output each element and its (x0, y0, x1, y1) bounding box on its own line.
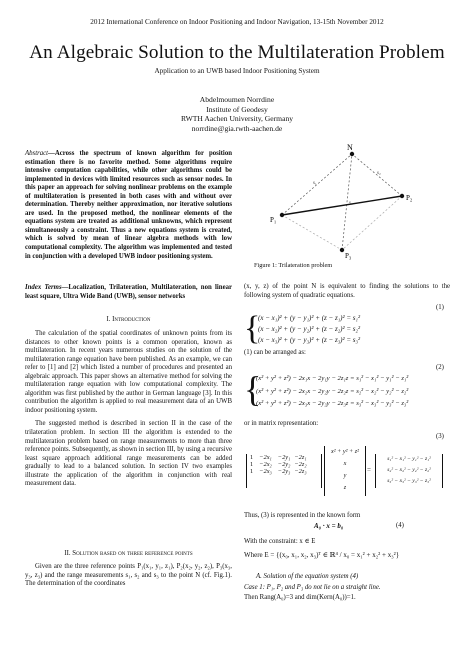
author-email[interactable]: norrdine@gia.rwth-aachen.de (191, 123, 283, 133)
intro-paragraph-1: The calculation of the spatial coordinates of unknown points from its distances to other known points is a common operation, known as multilateration. In recent years numerous studies on the solution of the multilateration range equation have been published. As an example, we can refer to [1] and [2] which listed a number of procedures and presented an algebraic approach. This paper shows an alternative method for solving the multilateration range equation with low computational complexity. The algorithm was first published by the author in German language [3]. In this contribution the algorithm is applied to real measurement data of an UWB indoor positioning system. (25, 330, 232, 414)
label-s1: s₁ (313, 181, 317, 186)
label-p1: P₁ (270, 216, 277, 224)
matrix-a-cell: −2z₂ (294, 461, 307, 468)
vector-b-cell: s₃² − x₃² − y₃² − z₃² (387, 478, 431, 484)
author-affiliation-institute: Institute of Geodesy (206, 104, 268, 114)
eq2-brace: { (244, 369, 262, 409)
matrix-a-cell: 1 (250, 468, 254, 475)
eq2-line: (x² + y² + z²) − 2x₃x − 2y₃y − 2z₃z = s₃² − x₃² − y₃² − z₃² (256, 400, 409, 407)
matrix-intro: or in matrix representation: (244, 420, 319, 427)
matrix-a-cell: −2z₃ (294, 468, 307, 475)
rank-text: Then Rang(A₀)=3 and dim(Kern(A₀))=1. (244, 594, 356, 601)
set-e-definition: Where E = {(x₀, x₁, x₂, x₃)ᵀ ∈ ℝ⁴ / x₀ = x₁² + x₂² + x₃²} (244, 551, 400, 559)
eq1-line: (x − x₃)² + (y − y₃)² + (z − z₃)² = s₃² (258, 336, 361, 344)
author-name: Abdelmoumen Norrdine (199, 95, 275, 104)
conference-header: 2012 International Conference on Indoor Positioning and Indoor Navigation, 13-15th November 2012 (90, 18, 384, 26)
section-2-body (25, 563, 232, 589)
eq4-number: (4) (396, 522, 404, 529)
eq3-number: (3) (436, 433, 444, 440)
figure-caption: Figure 1: Trilateration problem (254, 262, 333, 269)
eq3-matrix-equation (246, 446, 444, 506)
eq1-number: (1) (436, 304, 444, 311)
author-block (0, 95, 474, 133)
point-n (350, 152, 354, 156)
label-p2: P₂ (406, 194, 413, 202)
matrix-a-cell: 1 (250, 461, 254, 468)
section-1-body (25, 330, 232, 489)
matrix-a-cell: −2x₃ (259, 468, 272, 475)
eq2-number: (2) (436, 364, 444, 371)
label-n: N (347, 143, 353, 152)
eq1-line: (x − x₁)² + (y − y₁)² + (z − z₁)² = s₁² (258, 314, 361, 322)
matrix-a-cell: −2z₁ (294, 454, 307, 461)
vector-x-cell: z (343, 484, 347, 491)
trilateration-figure (260, 140, 440, 260)
vector-x-cell: y (343, 472, 347, 479)
author-affiliation-university: RWTH Aachen University, Germany (180, 114, 294, 124)
index-terms-label: Index Terms (25, 284, 62, 291)
section-1-heading: I. Introduction (106, 316, 151, 323)
matrix-a-cell: −2y₂ (277, 461, 291, 468)
eq2-line: (x² + y² + z²) − 2x₂x − 2y₂y − 2z₂z = s₂² − x₂² − y₂² − z₂² (256, 387, 409, 395)
section-2-heading: II. Solution based on three reference points (64, 550, 193, 557)
matrix-a-cell: −2y₁ (277, 454, 291, 461)
point-p1 (280, 213, 284, 217)
paper-subtitle: Application to an UWB based Indoor Positioning System (154, 67, 320, 75)
vector-x-cell: x (343, 460, 347, 467)
vector-b (375, 454, 443, 488)
subsection-a-heading: A. Solution of the equation system (4) (256, 573, 359, 580)
abstract-label: Abstract (25, 150, 49, 157)
index-terms (25, 284, 232, 301)
label-s3: s₃ (349, 201, 353, 206)
point-p3 (340, 248, 344, 252)
right-intro: (x, y, z) of the point N is equivalent to finding the solutions to the following system of quadratic equations. (244, 283, 450, 299)
matrix-a-cell: −2x₂ (259, 461, 272, 468)
matrix-a-cell: 1 (250, 454, 254, 461)
section-2-paragraph: Given are the three reference points P₁(x₁, y₁, z₁), P₂(x₂, y₂, z₂), P₃(x₃, y₃, z₃) and the range measurements s₁, s₂ and s₃ to the point N (cf. Fig.1). The determination of the coordinates (25, 563, 232, 588)
vector-x (324, 446, 366, 496)
vector-b-cell: s₂² − x₂² − y₂² − z₂² (387, 467, 431, 473)
matrix-a-cell: −2y₃ (277, 468, 291, 475)
eq1-brace: { (244, 310, 261, 347)
label-s2: s₂ (377, 171, 381, 176)
paper-title: An Algebraic Solution to the Multilateration Problem (29, 42, 445, 63)
eq1-line: (x − x₂)² + (y − y₂)² + (z − z₂)² = s₂² (258, 325, 361, 333)
edge-p1-p3 (282, 215, 342, 250)
case-1-text: Case 1: P₁, P₂ and P₃ do not lie on a straight line. (244, 584, 381, 591)
intro-paragraph-2: The suggested method is described in section II in the case of the trilateration problem. In section III the algorithm is extended to the multilateration problem based on range measurements to more than three reference points. Subsequently, as shown in section III, by using a recursive least square approach additional range measurements can be added gradually to lead to a balanced solution. In section IV two examples illustrate the application of the algorithm in conjunction with real measurement data. (25, 420, 232, 488)
eq1-system (258, 313, 360, 346)
matrix-a-cell: −2x₁ (259, 454, 272, 461)
constraint-text: With the constraint: x ∈ E (244, 538, 316, 545)
matrix-a (246, 454, 322, 488)
eq2-system (256, 373, 408, 411)
known-form-text: Thus, (3) is represented in the known form (244, 512, 361, 519)
point-p2 (400, 194, 404, 198)
vector-x-cell: x² + y² + z² (330, 448, 359, 455)
label-p3: P₃ (345, 252, 352, 260)
equals-sign: = (367, 466, 371, 474)
eq2-line: (x² + y² + z²) − 2x₁x − 2y₁y − 2z₁z = s₁² − x₁² − y₁² − z₁² (256, 375, 409, 382)
eq4: A₀ · x = b₀ (314, 522, 344, 530)
abstract-text: —Across the spectrum of known algorithm for position estimation there is no favorite method. Some algorithms require intensive computation capabilities, while other algorithms could be implemented in devices with limited resources such as sensor nodes. In this paper an approach for solving nonlinear problems on the example of multilateration is presented in both cases with and without over determination. Thereby neither approximation, nor iterative solutions are used. In the proposed method, the nonlinear elements of the equations system are treated as additional unknowns, which represent simultaneously a constraint. Thus a new equations system is created, which is solved by mean of linear algebra methods with low computational complexity. The algorithm was implemented and tested in conjunction with a developed UWB indoor positioning system. (25, 150, 232, 260)
vector-b-cell: s₁² − x₁² − y₁² − z₁² (387, 456, 431, 462)
index-terms-text: —Localization, Trilateration, Multilateration, non linear least square, Ultra Wide Band (UWB), sensor networks (25, 284, 233, 300)
arranged-text: (1) can be arranged as: (244, 349, 306, 356)
abstract (25, 150, 232, 261)
